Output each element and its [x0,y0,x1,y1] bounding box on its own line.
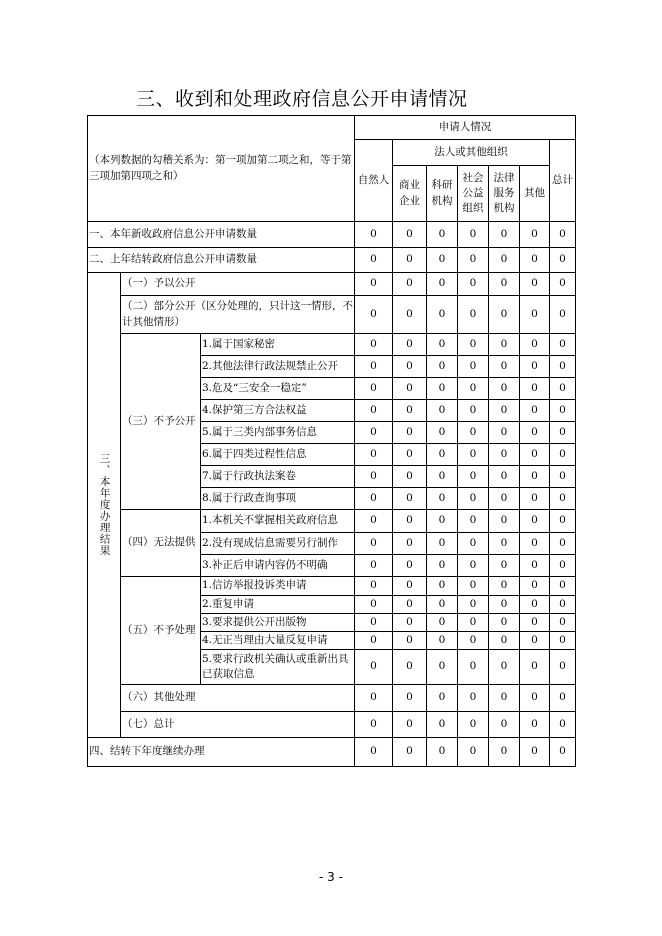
value-cell: 0 [355,334,393,356]
row-label-total: （七）总计 [121,712,355,738]
item-label: 2.其他法律行政法规禁止公开 [201,356,355,378]
table-row [88,296,576,334]
value-cell: 0 [393,555,427,577]
value-cell: 0 [427,222,458,248]
value-cell: 0 [393,296,427,334]
value-cell: 0 [550,378,576,400]
value-cell: 0 [550,738,576,767]
value-cell: 0 [550,596,576,614]
group-label-unable: （四）无法提供 [121,510,201,577]
value-cell: 0 [550,444,576,466]
value-cell: 0 [355,738,393,767]
page-number: - 3 - [319,870,343,884]
value-cell: 0 [458,685,489,712]
value-cell: 0 [355,685,393,712]
value-cell: 0 [393,334,427,356]
value-cell: 0 [520,466,550,488]
value-cell: 0 [458,296,489,334]
value-cell: 0 [355,577,393,596]
header-research: 科研机构 [427,166,458,222]
value-cell: 0 [520,378,550,400]
value-cell: 0 [393,650,427,685]
header-law: 法律服务机构 [489,166,520,222]
value-cell: 0 [520,510,550,533]
value-cell: 0 [550,555,576,577]
value-cell: 0 [427,273,458,296]
value-cell: 0 [550,273,576,296]
value-cell: 0 [393,596,427,614]
value-cell: 0 [427,738,458,767]
value-cell: 0 [489,712,520,738]
value-cell: 0 [458,334,489,356]
value-cell: 0 [458,533,489,555]
value-cell: 0 [427,596,458,614]
value-cell: 0 [355,296,393,334]
value-cell: 0 [393,422,427,444]
header-social: 社会公益组织 [458,166,489,222]
value-cell: 0 [393,444,427,466]
header-other: 其他 [520,166,550,222]
table-row [88,577,576,596]
value-cell: 0 [458,222,489,248]
item-label: 3.要求提供公开出版物 [201,614,355,632]
value-cell: 0 [489,555,520,577]
value-cell: 0 [355,510,393,533]
value-cell: 0 [489,334,520,356]
item-label: 2.没有现成信息需要另行制作 [201,533,355,555]
value-cell: 0 [550,296,576,334]
value-cell: 0 [550,614,576,632]
value-cell: 0 [550,488,576,510]
value-cell: 0 [427,614,458,632]
value-cell: 0 [355,356,393,378]
value-cell: 0 [458,596,489,614]
value-cell: 0 [520,533,550,555]
value-cell: 0 [393,248,427,273]
value-cell: 0 [393,614,427,632]
application-table [87,115,576,767]
value-cell: 0 [550,510,576,533]
group-label-not-open: （三）不予公开 [121,334,201,510]
item-label: 1.信访举报投诉类申请 [201,577,355,596]
value-cell: 0 [489,533,520,555]
value-cell: 0 [458,738,489,767]
value-cell: 0 [427,422,458,444]
value-cell: 0 [427,685,458,712]
value-cell: 0 [427,650,458,685]
value-cell: 0 [489,248,520,273]
value-cell: 0 [355,222,393,248]
value-cell: 0 [458,378,489,400]
table-row [88,222,576,248]
value-cell: 0 [393,685,427,712]
value-cell: 0 [520,334,550,356]
value-cell: 0 [520,248,550,273]
value-cell: 0 [427,510,458,533]
group-label-not-process: （五）不予处理 [121,577,201,685]
value-cell: 0 [458,510,489,533]
value-cell: 0 [355,488,393,510]
value-cell: 0 [520,738,550,767]
table-row [88,685,576,712]
value-cell: 0 [427,378,458,400]
value-cell: 0 [489,614,520,632]
value-cell: 0 [520,555,550,577]
value-cell: 0 [550,632,576,650]
value-cell: 0 [458,632,489,650]
value-cell: 0 [520,222,550,248]
value-cell: 0 [355,422,393,444]
value-cell: 0 [520,632,550,650]
value-cell: 0 [520,488,550,510]
value-cell: 0 [458,248,489,273]
value-cell: 0 [489,650,520,685]
value-cell: 0 [427,488,458,510]
value-cell: 0 [355,400,393,422]
value-cell: 0 [355,466,393,488]
value-cell: 0 [489,488,520,510]
value-cell: 0 [355,378,393,400]
header-total: 总计 [550,140,576,222]
header-natural: 自然人 [355,140,393,222]
value-cell: 0 [393,488,427,510]
value-cell: 0 [355,712,393,738]
value-cell: 0 [427,712,458,738]
value-cell: 0 [458,444,489,466]
item-label: 3.危及“三安全一稳定” [201,378,355,400]
value-cell: 0 [520,296,550,334]
value-cell: 0 [489,400,520,422]
header-applicant: 申请人情况 [355,116,576,140]
value-cell: 0 [550,577,576,596]
value-cell: 0 [458,356,489,378]
item-label: 4.无正当理由大量反复申请 [201,632,355,650]
table-row [88,738,576,767]
value-cell: 0 [489,296,520,334]
value-cell: 0 [427,555,458,577]
value-cell: 0 [520,650,550,685]
value-cell: 0 [520,356,550,378]
value-cell: 0 [520,273,550,296]
value-cell: 0 [489,632,520,650]
value-cell: 0 [520,712,550,738]
value-cell: 0 [427,466,458,488]
value-cell: 0 [489,596,520,614]
page-title: 三、收到和处理政府信息公开申请情况 [136,88,468,110]
value-cell: 0 [520,614,550,632]
value-cell: 0 [489,444,520,466]
value-cell: 0 [355,614,393,632]
row-label-new: 一、本年新收政府信息公开申请数量 [88,222,355,248]
value-cell: 0 [458,614,489,632]
item-label: 5.要求行政机关确认或重新出具已获取信息 [201,650,355,685]
value-cell: 0 [427,444,458,466]
value-cell: 0 [550,422,576,444]
row-label-open: （一）予以公开 [121,273,355,296]
value-cell: 0 [393,533,427,555]
value-cell: 0 [427,248,458,273]
value-cell: 0 [458,273,489,296]
value-cell: 0 [489,466,520,488]
item-label: 2.重复申请 [201,596,355,614]
value-cell: 0 [550,685,576,712]
value-cell: 0 [520,400,550,422]
header-commercial: 商业企业 [393,166,427,222]
value-cell: 0 [489,222,520,248]
value-cell: 0 [520,596,550,614]
value-cell: 0 [489,685,520,712]
value-cell: 0 [550,356,576,378]
row-label-partial: （二）部分公开（区分处理的，只计这一情形，不计其他情形） [121,296,355,334]
value-cell: 0 [550,334,576,356]
row-label-carryover: 二、上年结转政府信息公开申请数量 [88,248,355,273]
value-cell: 0 [489,738,520,767]
value-cell: 0 [427,400,458,422]
value-cell: 0 [489,510,520,533]
value-cell: 0 [355,273,393,296]
header-note: （本列数据的勾稽关系为：第一项加第二项之和，等于第三项加第四项之和） [88,116,355,222]
value-cell: 0 [393,222,427,248]
item-label: 5.属于三类内部事务信息 [201,422,355,444]
value-cell: 0 [489,356,520,378]
value-cell: 0 [520,422,550,444]
value-cell: 0 [393,400,427,422]
value-cell: 0 [393,738,427,767]
value-cell: 0 [550,533,576,555]
value-cell: 0 [550,712,576,738]
value-cell: 0 [458,577,489,596]
value-cell: 0 [427,296,458,334]
value-cell: 0 [458,650,489,685]
value-cell: 0 [427,533,458,555]
value-cell: 0 [393,378,427,400]
value-cell: 0 [393,712,427,738]
value-cell: 0 [489,577,520,596]
item-label: 4.保护第三方合法权益 [201,400,355,422]
value-cell: 0 [393,577,427,596]
value-cell: 0 [489,378,520,400]
item-label: 8.属于行政查询事项 [201,488,355,510]
item-label: 6.属于四类过程性信息 [201,444,355,466]
value-cell: 0 [458,400,489,422]
value-cell: 0 [355,632,393,650]
value-cell: 0 [550,248,576,273]
value-cell: 0 [489,422,520,444]
value-cell: 0 [393,273,427,296]
value-cell: 0 [393,356,427,378]
value-cell: 0 [458,488,489,510]
table-row [88,248,576,273]
value-cell: 0 [520,685,550,712]
table-row [88,273,576,296]
value-cell: 0 [458,466,489,488]
item-label: 3.补正后申请内容仍不明确 [201,555,355,577]
table-row [88,510,576,533]
value-cell: 0 [458,422,489,444]
value-cell: 0 [550,650,576,685]
value-cell: 0 [355,596,393,614]
row-label-next-year: 四、结转下年度继续办理 [88,738,355,767]
value-cell: 0 [427,577,458,596]
item-label: 1.属于国家秘密 [201,334,355,356]
value-cell: 0 [427,334,458,356]
item-label: 1.本机关不掌握相关政府信息 [201,510,355,533]
value-cell: 0 [489,273,520,296]
row-label-other-process: （六）其他处理 [121,685,355,712]
value-cell: 0 [393,632,427,650]
value-cell: 0 [393,510,427,533]
value-cell: 0 [355,533,393,555]
header-legal-group: 法人或其他组织 [393,140,550,166]
value-cell: 0 [550,400,576,422]
section3-label [88,273,121,738]
item-label: 7.属于行政执法案卷 [201,466,355,488]
value-cell: 0 [427,632,458,650]
value-cell: 0 [355,248,393,273]
value-cell: 0 [427,356,458,378]
value-cell: 0 [520,444,550,466]
value-cell: 0 [550,466,576,488]
value-cell: 0 [355,444,393,466]
value-cell: 0 [458,712,489,738]
value-cell: 0 [355,650,393,685]
value-cell: 0 [458,555,489,577]
table-row [88,712,576,738]
section3-label-text: 三、本年度办理结果 [98,453,111,557]
value-cell: 0 [550,222,576,248]
value-cell: 0 [520,577,550,596]
table-row [88,334,576,356]
value-cell: 0 [393,466,427,488]
value-cell: 0 [355,555,393,577]
